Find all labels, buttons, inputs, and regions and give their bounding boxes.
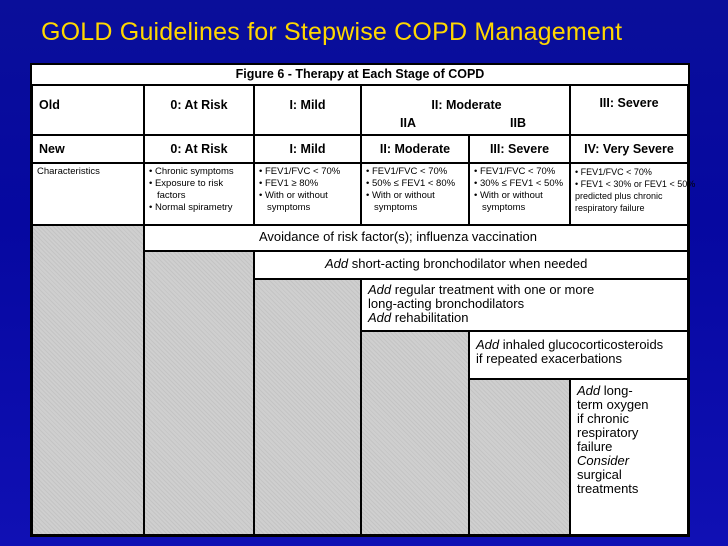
- char-line: • FEV1/FVC < 70%: [259, 166, 341, 177]
- new-at-risk: 0: At Risk: [144, 135, 254, 163]
- step5-add: Add: [577, 383, 601, 398]
- step2-add: Add: [325, 256, 349, 271]
- step4-line2: if repeated exacerbations: [476, 351, 622, 366]
- char-line: symptoms: [482, 202, 526, 213]
- old-severe: III: Severe: [570, 85, 688, 135]
- characteristics-label-text: Characteristics: [37, 166, 100, 177]
- shade-col-3: [361, 331, 469, 535]
- new-mild: I: Mild: [254, 135, 361, 163]
- figure-title: Figure 6 - Therapy at Each Stage of COPD: [235, 67, 485, 81]
- step5-line: long-: [600, 383, 633, 398]
- char-line: • 30% ≤ FEV1 < 50%: [474, 178, 564, 189]
- step1-text: Avoidance of risk factor(s); influenza vaccination: [259, 229, 537, 244]
- new-moderate: II: Moderate: [361, 135, 469, 163]
- char-line: • Exposure to risk: [149, 178, 224, 189]
- step5-line: term oxygen: [577, 397, 649, 412]
- characteristics-label: [32, 163, 144, 225]
- old-moderate-cell: [361, 85, 570, 135]
- char-line: predicted plus chronic: [575, 191, 663, 201]
- char-line: • 50% ≤ FEV1 < 80%: [366, 178, 456, 189]
- char-line: • With or without: [474, 190, 543, 201]
- char-line: • Normal spirametry: [149, 202, 233, 213]
- char-severe: [469, 163, 570, 225]
- step3-add: Add: [368, 282, 392, 297]
- step3-line1: regular treatment with one or more: [391, 282, 595, 297]
- figure-title-cell: [32, 65, 688, 85]
- char-moderate: [361, 163, 469, 225]
- step5-line: if chronic: [577, 411, 630, 426]
- char-very-severe: [570, 163, 696, 225]
- step2-text: short-acting bronchodilator when needed: [348, 256, 588, 271]
- step4-add: Add: [476, 337, 500, 352]
- step5-consider: Consider: [577, 453, 630, 468]
- char-line: • FEV1 < 30% or FEV1 < 50%: [575, 179, 696, 189]
- char-line: • Chronic symptoms: [149, 166, 234, 177]
- old-mild: I: Mild: [254, 85, 361, 135]
- new-severe: III: Severe: [469, 135, 570, 163]
- old-iib: IIB: [510, 116, 526, 130]
- step3-line3: rehabilitation: [391, 310, 469, 325]
- therapy-step-2: [254, 251, 688, 279]
- char-line: • FEV1/FVC < 70%: [366, 166, 448, 177]
- char-line: • FEV1/FVC < 70%: [474, 166, 556, 177]
- char-mild: [254, 163, 361, 225]
- old-iia: IIA: [400, 116, 416, 130]
- step4-line1: inhaled glucocorticosteroids: [499, 337, 664, 352]
- char-line: • FEV1/FVC < 70%: [575, 167, 652, 177]
- therapy-step-1: [144, 225, 688, 251]
- step5-line: failure: [577, 439, 613, 454]
- char-line: factors: [157, 190, 186, 201]
- old-at-risk: 0: At Risk: [144, 85, 254, 135]
- char-line: • FEV1 ≥ 80%: [259, 178, 319, 189]
- shade-col-1: [144, 251, 254, 535]
- char-at-risk: [144, 163, 254, 225]
- old-label: Old: [32, 85, 144, 135]
- old-moderate: II: Moderate: [431, 98, 502, 112]
- step5-line: respiratory: [577, 425, 639, 440]
- step3-line2: long-acting bronchodilators: [368, 296, 525, 311]
- slide-title: GOLD Guidelines for Stepwise COPD Management: [41, 18, 623, 46]
- char-line: • With or without: [259, 190, 328, 201]
- char-line: respiratory failure: [575, 203, 645, 213]
- step5-line: surgical: [577, 467, 622, 482]
- copd-therapy-figure: [30, 63, 696, 537]
- therapy-step-4: [469, 331, 688, 379]
- char-line: • With or without: [366, 190, 435, 201]
- new-very-severe: IV: Very Severe: [570, 135, 688, 163]
- char-line: symptoms: [374, 202, 418, 213]
- therapy-step-5: [570, 379, 688, 535]
- therapy-step-3: [361, 279, 688, 331]
- shade-col-2: [254, 279, 361, 535]
- new-label: New: [32, 135, 144, 163]
- step3-add2: Add: [368, 310, 392, 325]
- step5-line: treatments: [577, 481, 639, 496]
- char-line: symptoms: [267, 202, 311, 213]
- shade-col-0: [32, 225, 144, 535]
- shade-col-4: [469, 379, 570, 535]
